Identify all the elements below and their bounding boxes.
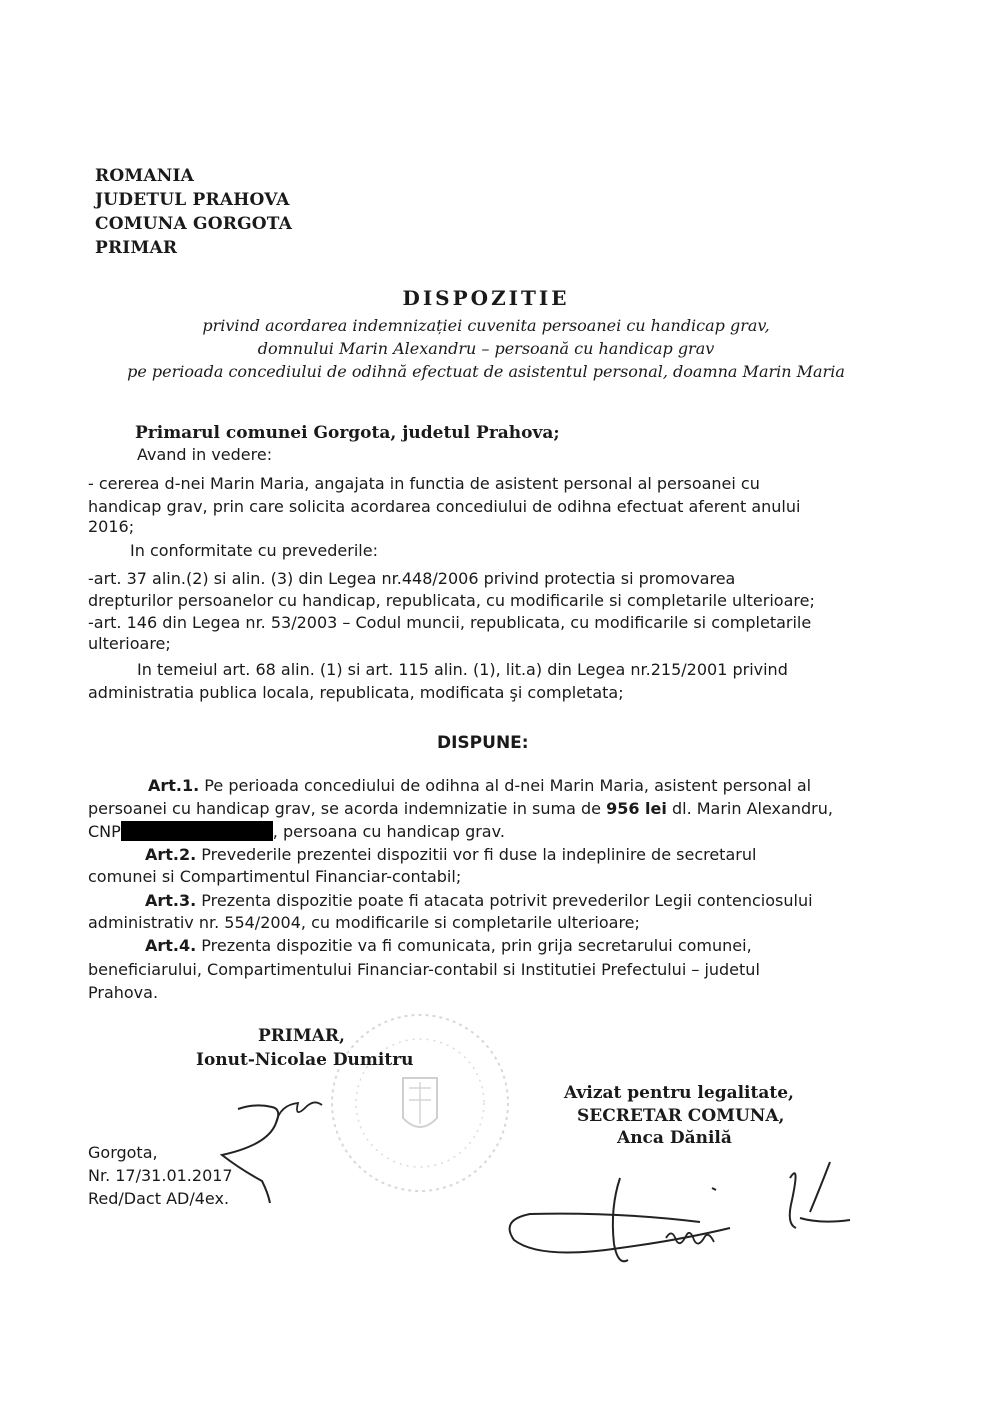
preamble-line: -art. 37 alin.(2) si alin. (3) din Legea nr.448/2006 privind protectia si promovarea [88,569,736,588]
preamble-line: 2016; [88,517,135,536]
mayor-signature [210,1085,350,1210]
subtitle-line-1: privind acordarea indemnizației cuvenita persoanei cu handicap grav, [202,316,770,335]
official-stamp [325,1008,515,1198]
preamble-line: In temeiul art. 68 alin. (1) si art. 115 alin. (1), lit.a) din Legea nr.215/2001 privind [137,660,788,679]
preamble-line: In conformitate cu prevederile: [130,541,378,560]
article-4-line-1 [145,936,752,955]
footer-place: Gorgota, [88,1143,158,1162]
article-2-line-1 [145,845,756,864]
secretary-name: Anca Dănilă [617,1128,732,1148]
article-3-line-1 [145,891,813,910]
allowance-amount: 956 lei [606,799,667,818]
article-1-line-3 [88,821,505,841]
document-title: DISPOZITIE [402,286,570,310]
article-text: Prezenta dispozitie va fi comunicata, prin grija secretarului comunei, [196,936,752,955]
footer-red-dact: Red/Dact AD/4ex. [88,1189,230,1208]
article-4-line-3: Prahova. [88,983,159,1002]
preamble-line: - cererea d-nei Marin Maria, angajata in functia de asistent personal al persoanei cu [88,474,760,493]
article-1-line-1 [148,776,811,795]
header-commune: COMUNA GORGOTA [95,214,293,234]
article-3-line-2: administrativ nr. 554/2004, cu modificarile si completarile ulterioare; [88,913,640,932]
article-text: Pe perioada concediului de odihna al d-nei Marin Maria, asistent personal al [199,776,812,795]
preamble-line: administratia publica locala, republicata, modificata şi completata; [88,683,624,702]
secretary-title: SECRETAR COMUNA, [577,1106,785,1126]
header-county: JUDETUL PRAHOVA [95,190,290,210]
article-label: Art.3. [145,891,197,910]
dispune-heading: DISPUNE: [437,733,529,753]
header-office: PRIMAR [95,238,178,258]
article-2-line-2: comunei si Compartimentul Financiar-contabil; [88,867,462,886]
article-text: persoanei cu handicap grav, se acorda indemnizatie in suma de [88,799,607,818]
article-4-line-2: beneficiarului, Compartimentului Financiar-contabil si Institutiei Prefectului – judetul [88,960,760,979]
preamble-line: ulterioare; [88,634,171,653]
preamble-line: handicap grav, prin care solicita acordarea concediului de odihna efectuat aferent anului [88,497,801,516]
article-label: Art.1. [148,776,200,795]
article-label: Art.2. [145,845,197,864]
article-label: Art.4. [145,936,197,955]
cnp-label: CNP [88,822,121,841]
preamble-line: Avand in vedere: [137,445,273,464]
subtitle-line-2: domnului Marin Alexandru – persoană cu handicap grav [257,339,715,358]
mayor-name: Ionut-Nicolae Dumitru [196,1050,414,1070]
article-text: Prevederile prezentei dispozitii vor fi duse la indeplinire de secretarul [196,845,757,864]
header-country: ROMANIA [95,166,195,186]
article-text: Prezenta dispozitie poate fi atacata potrivit prevederilor Legii contenciosului [196,891,813,910]
secretary-endorsement: Avizat pentru legalitate, [564,1083,794,1103]
issuer-line: Primarul comunei Gorgota, judetul Prahova; [135,423,560,443]
redaction-block [121,821,273,841]
secretary-signature [500,1148,860,1278]
preamble-line: -art. 146 din Legea nr. 53/2003 – Codul muncii, republicata, cu modificarile si completarile [88,613,812,632]
article-text: dl. Marin Alexandru, [666,799,833,818]
subtitle-line-3: pe perioada concediului de odihnă efectuat de asistentul personal, doamna Marin Maria [127,362,845,381]
article-text: , persoana cu handicap grav. [272,822,505,841]
preamble-line: drepturilor persoanelor cu handicap, republicata, cu modificarile si completarile ulterioare; [88,591,815,610]
article-1-line-2 [88,799,833,818]
mayor-title: PRIMAR, [258,1026,345,1046]
footer-number: Nr. 17/31.01.2017 [88,1166,233,1185]
